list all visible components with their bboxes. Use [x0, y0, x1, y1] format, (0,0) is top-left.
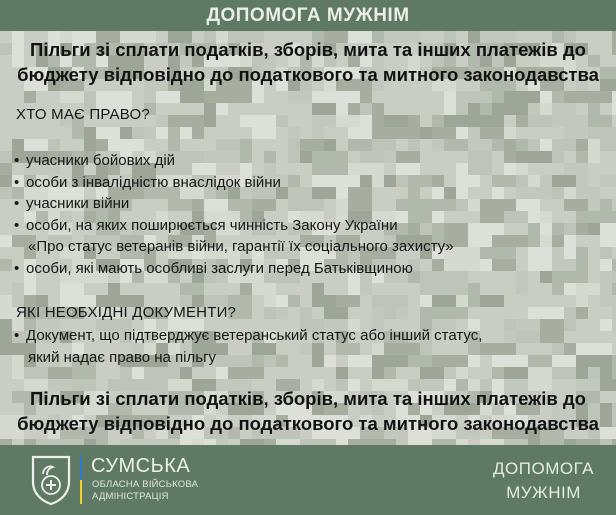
list-item: • учасники бойових дій	[14, 150, 454, 172]
eligibility-heading: ХТО МАЄ ПРАВО?	[16, 106, 150, 123]
list-item: • Документ, що підтверджує ветеранський статус або інший статус, який надає право на пільгу	[14, 325, 482, 368]
header-title: ДОПОМОГА МУЖНІМ	[206, 4, 410, 26]
org-subtitle: АДМІНІСТРАЦІЯ	[92, 491, 169, 502]
org-name: СУМСЬКА	[91, 455, 191, 477]
eligibility-list	[14, 150, 454, 279]
list-item: • учасники війни	[14, 193, 454, 215]
content-panel	[0, 31, 616, 445]
benefits-banner-top	[0, 37, 616, 87]
banner-line-1: Пільги зі сплати податків, зборів, мита та інших платежів до	[30, 388, 586, 409]
org-subtitle: ОБЛАСНА ВІЙСЬКОВА	[92, 479, 199, 490]
documents-list	[14, 325, 482, 368]
footer-title: ДОПОМОГА МУЖНІМ	[493, 459, 594, 502]
coat-of-arms-icon	[30, 454, 72, 506]
law-title: «Про статус ветеранів війни, гарантії їх соціального захисту»	[28, 238, 454, 255]
list-item: • особи, на яких поширюється чинність Закону України «Про статус ветеранів війни, гарантії їх соціального захисту»	[14, 215, 454, 258]
list-item: • особи, які мають особливі заслуги перед Батьківщиною	[14, 258, 454, 280]
footer-bar	[0, 445, 616, 515]
flag-divider	[80, 456, 82, 504]
banner-line-1: Пільги зі сплати податків, зборів, мита та інших платежів до	[30, 39, 586, 60]
banner-line-2: бюджету відповідно до податкового та митного законодавства	[17, 413, 599, 434]
benefits-banner-bottom	[0, 386, 616, 436]
list-item: • особи з інвалідністю внаслідок війни	[14, 172, 454, 194]
documents-heading: ЯКІ НЕОБХІДНІ ДОКУМЕНТИ?	[16, 304, 237, 321]
banner-line-2: бюджету відповідно до податкового та митного законодавства	[17, 64, 599, 85]
header-bar	[0, 0, 616, 31]
